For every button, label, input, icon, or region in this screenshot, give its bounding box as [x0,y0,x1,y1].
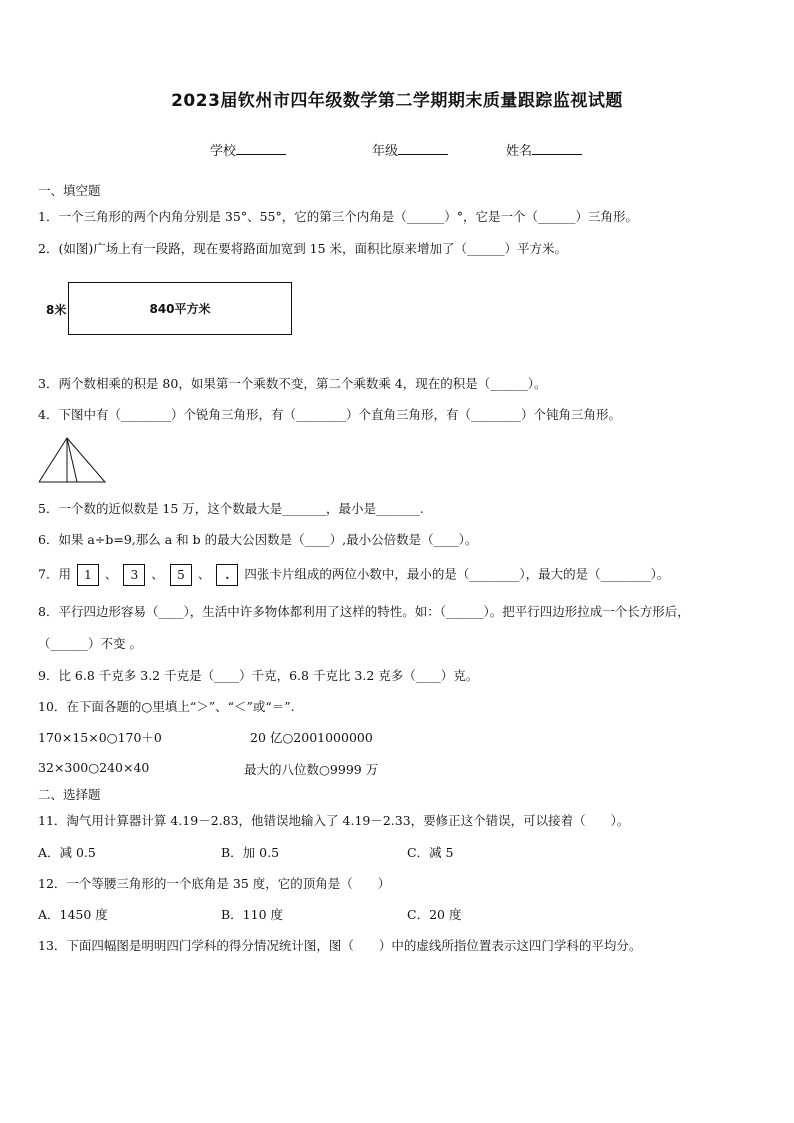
q12-option-b[interactable]: B．110 度 [221,907,284,922]
card-separator: 、 [104,566,118,582]
section-multiple-choice: 二、选择题 [38,787,101,802]
question-12: 12．一个等腰三角形的一个底角是 35 度，它的顶角是（ ） [38,876,391,891]
question-3: 3．两个数相乘的积是 80，如果第一个乘数不变，第二个乘数乘 4，现在的积是（______）。 [38,376,547,391]
question-6: 6．如果 a÷b=9,那么 a 和 b 的最大公因数是（____）,最小公倍数是（____）。 [38,532,478,547]
q7-prefix: 7．用 [38,566,71,582]
road-width-label: 8米 [46,303,67,317]
card-separator: 、 [151,566,164,582]
digit-card-1: 1 [77,564,99,586]
q11-option-a[interactable]: A．减 0.5 [38,845,96,860]
question-1: 1．一个三角形的两个内角分别是 35°、55°，它的第三个内角是（______）°，它是一个（______）三角形。 [38,209,638,224]
question-9: 9．比 6.8 千克多 3.2 千克是（____）千克，6.8 千克比 3.2 克多（____）克。 [38,668,479,683]
q10-item-2: 20 亿○2001000000 [250,730,373,745]
school-blank[interactable] [236,142,286,155]
section-fill-in: 一、填空题 [38,183,101,198]
digit-card-5: 5 [170,564,192,586]
name-label: 姓名 [506,144,533,159]
exam-title: 2023届钦州市四年级数学第二学期期末质量跟踪监视试题 [171,91,623,111]
question-8-continued: （______）不变 。 [38,636,142,651]
q7-suffix: 四张卡片组成的两位小数中，最小的是（________），最大的是（________）。 [244,566,670,582]
q12-option-a[interactable]: A．1450 度 [38,907,108,922]
question-7 [38,564,669,586]
grade-blank[interactable] [398,142,448,155]
question-4: 4．下图中有（________）个锐角三角形，有（________）个直角三角形，有（________）个钝角三角形。 [38,407,621,422]
card-separator: 、 [197,566,211,582]
digit-card-3: 3 [123,564,145,586]
question-5: 5．一个数的近似数是 15 万，这个数最大是_______，最小是_______. [38,501,424,516]
grade-field [372,140,448,159]
q11-option-b[interactable]: B．加 0.5 [221,845,280,860]
name-blank[interactable] [532,142,582,155]
school-field [210,140,286,159]
school-label: 学校 [210,144,237,159]
q10-item-4: 最大的八位数○9999 万 [244,762,379,777]
road-area-label: 840平方米 [149,302,211,316]
question-11: 11．淘气用计算器计算 4.19－2.83，他错误地输入了 4.19－2.33，要修正这个错误，可以接着（ ）。 [38,813,630,828]
decimal-point-card: . [216,564,238,586]
question-13: 13．下面四幅图是明明四门学科的得分情况统计图，图（ ）中的虚线所指位置表示这四门学科的平均分。 [38,938,642,953]
triangle-figure [37,436,107,484]
road-rectangle-figure [68,282,292,335]
question-10: 10．在下面各题的○里填上“＞”、“＜”或“＝”. [38,699,295,714]
q11-option-c[interactable]: C．减 5 [407,845,454,860]
q10-item-1: 170×15×0○170＋0 [38,730,162,745]
name-field [506,140,582,159]
q10-item-3: 32×300○240×40 [38,760,150,775]
question-8: 8．平行四边形容易（____），生活中许多物体都利用了这样的特性。如：（______）。把平行四边形拉成一个长方形后， [38,604,690,619]
q12-option-c[interactable]: C．20 度 [407,907,462,922]
question-2: 2．(如图)广场上有一段路，现在要将路面加宽到 15 米，面积比原来增加了（______）平方米。 [38,241,568,256]
grade-label: 年级 [372,144,399,159]
